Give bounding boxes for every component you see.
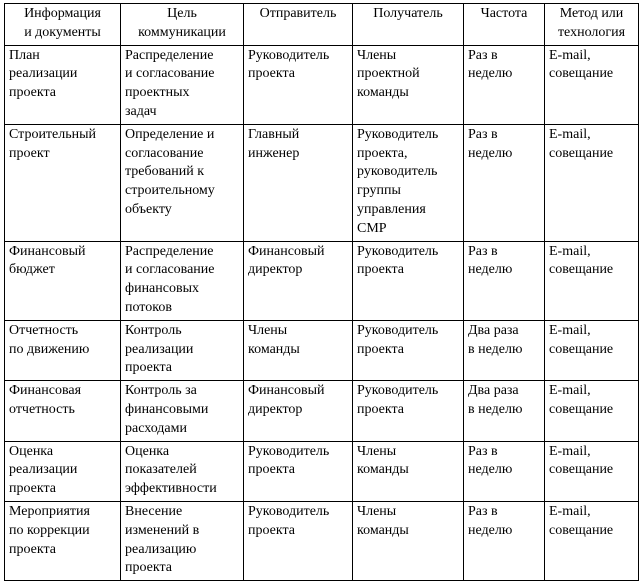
cell-method: E-mail, совещание [545, 381, 639, 441]
header-cell-recipient: Получатель [353, 4, 464, 46]
cell-sender: Руководитель проекта [244, 441, 353, 501]
cell-recipient: Руководитель проекта [353, 320, 464, 380]
table-row [5, 441, 639, 501]
cell-frequency: Два раза в неделю [464, 381, 545, 441]
cell-information: Финансовая отчетность [5, 381, 121, 441]
cell-sender: Финансовый директор [244, 241, 353, 320]
cell-purpose: Оценка показателей эффективности [121, 441, 244, 501]
cell-frequency: Раз в неделю [464, 45, 545, 124]
cell-information: План реализации проекта [5, 45, 121, 124]
cell-recipient: Руководитель проекта [353, 241, 464, 320]
table-row [5, 45, 639, 124]
cell-recipient: Руководитель проекта, руководитель группы управления СМР [353, 124, 464, 241]
cell-information: Оценка реализации проекта [5, 441, 121, 501]
header-cell-frequency: Частота [464, 4, 545, 46]
cell-sender: Руководитель проекта [244, 501, 353, 580]
table-row [5, 241, 639, 320]
table-body [5, 45, 639, 581]
table-row [5, 320, 639, 380]
cell-purpose: Контроль за финансовыми расходами [121, 381, 244, 441]
cell-recipient: Члены команды [353, 501, 464, 580]
cell-sender: Главный инженер [244, 124, 353, 241]
cell-purpose: Определение и согласование требований к строительному объекту [121, 124, 244, 241]
cell-frequency: Раз в неделю [464, 441, 545, 501]
cell-method: E-mail, совещание [545, 124, 639, 241]
cell-method: E-mail, совещание [545, 441, 639, 501]
cell-method: E-mail, совещание [545, 45, 639, 124]
communication-matrix-table [4, 3, 639, 581]
cell-purpose: Распределение и согласование финансовых потоков [121, 241, 244, 320]
cell-purpose: Внесение изменений в реализацию проекта [121, 501, 244, 580]
cell-recipient: Руководитель проекта [353, 381, 464, 441]
cell-method: E-mail, совещание [545, 320, 639, 380]
cell-information: Мероприятия по коррекции проекта [5, 501, 121, 580]
cell-information: Отчетность по движению [5, 320, 121, 380]
table-header [5, 4, 639, 46]
cell-information: Строительный проект [5, 124, 121, 241]
header-cell-method: Метод или технология [545, 4, 639, 46]
table-row [5, 124, 639, 241]
cell-recipient: Члены команды [353, 441, 464, 501]
cell-method: E-mail, совещание [545, 501, 639, 580]
cell-recipient: Члены проектной команды [353, 45, 464, 124]
cell-purpose: Распределение и согласование проектных задач [121, 45, 244, 124]
cell-sender: Члены команды [244, 320, 353, 380]
cell-sender: Руководитель проекта [244, 45, 353, 124]
cell-frequency: Раз в неделю [464, 124, 545, 241]
header-cell-purpose: Цель коммуникации [121, 4, 244, 46]
cell-frequency: Два раза в неделю [464, 320, 545, 380]
cell-frequency: Раз в неделю [464, 501, 545, 580]
table-row [5, 501, 639, 580]
cell-purpose: Контроль реализации проекта [121, 320, 244, 380]
cell-frequency: Раз в неделю [464, 241, 545, 320]
cell-method: E-mail, совещание [545, 241, 639, 320]
header-row [5, 4, 639, 46]
table-row [5, 381, 639, 441]
cell-sender: Финансовый директор [244, 381, 353, 441]
header-cell-sender: Отправитель [244, 4, 353, 46]
header-cell-information: Информация и документы [5, 4, 121, 46]
cell-information: Финансовый бюджет [5, 241, 121, 320]
